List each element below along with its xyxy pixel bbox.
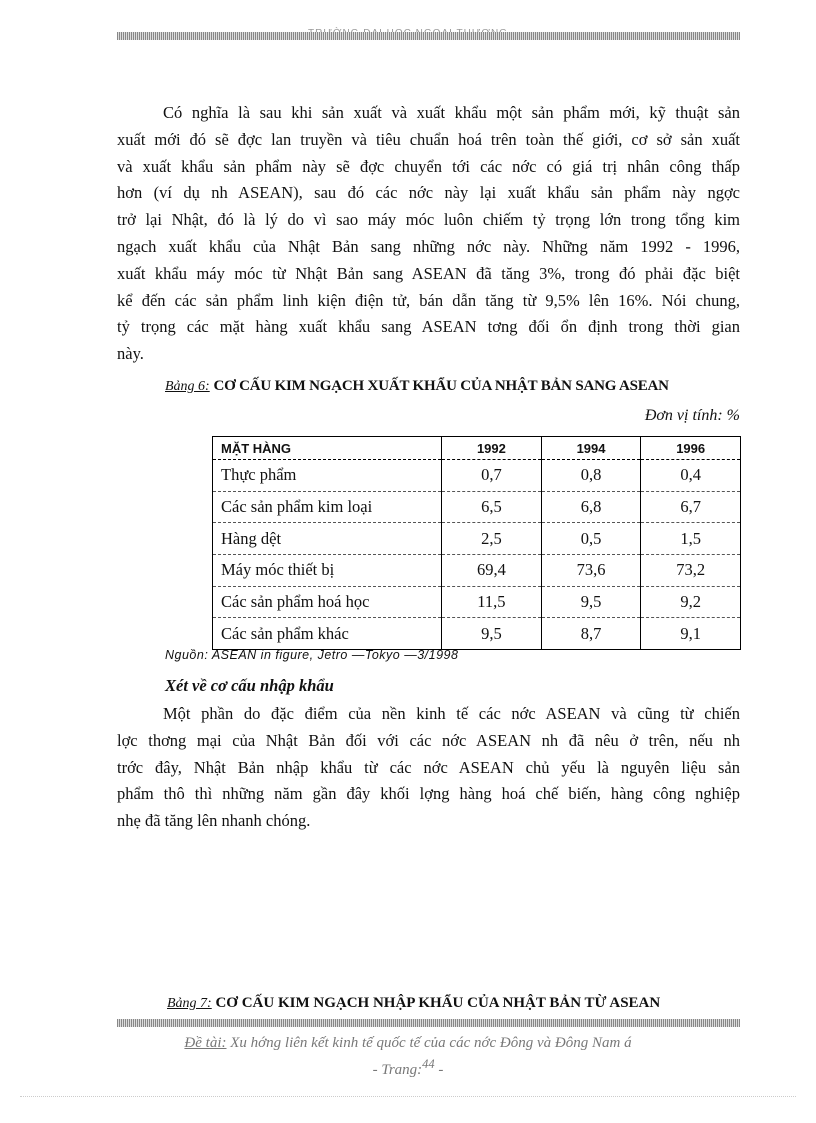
- table-cell: 8,7: [541, 618, 641, 650]
- paragraph-line: Có nghĩa là sau khi sản xuất và xuất khẩu một sản phẩm mới, kỹ thuật sản: [163, 103, 740, 122]
- table-6-source: Nguồn: ASEAN in figure, Jetro —Tokyo —3/1998: [165, 648, 459, 662]
- table-cell: 0,5: [541, 523, 641, 555]
- table-cell: 0,7: [442, 460, 542, 492]
- table-cell: 2,5: [442, 523, 542, 555]
- footer-topic-text: Xu hớng liên kết kinh tế quốc tế của các nớc Đông và Đông Nam á: [230, 1035, 632, 1051]
- paragraph-line: xuất mới đó sẽ đợc lan truyền và tiêu chuẩn hoá trên toàn thế giới, cơ sở sản xuất: [117, 129, 740, 149]
- table-row: [213, 523, 741, 555]
- section-heading: Xét về cơ cấu nhập khẩu: [165, 676, 334, 695]
- table-cell: 9,5: [541, 586, 641, 618]
- export-structure-table: [212, 436, 741, 650]
- paragraph-line: trớc đây, Nhật Bản nhập khẩu từ các nớc ASEAN chủ yếu là nguyên liệu sản: [117, 757, 740, 777]
- page-number-value: 44: [422, 1057, 435, 1071]
- page-number: [0, 1057, 816, 1079]
- row-label: Các sản phẩm hoá học: [213, 586, 442, 618]
- table-header-row: [213, 437, 741, 460]
- table-row: [213, 460, 741, 492]
- table-6-title-text: CƠ CẤU KIM NGẠCH XUẤT KHẨU CỦA NHẬT BẢN SANG ASEAN: [213, 378, 669, 394]
- table-cell: 11,5: [442, 586, 542, 618]
- row-label: Hàng dệt: [213, 523, 442, 555]
- table-cell: 73,2: [641, 555, 741, 587]
- table-7-label: Bảng 7:: [167, 996, 212, 1011]
- table-7-title: [167, 995, 660, 1012]
- page-number-suffix: -: [438, 1062, 444, 1078]
- paragraph-line: hơn (ví dụ nh ASEAN), sau đó các nớc này lại xuất khẩu sản phẩm này ngợc: [117, 183, 740, 203]
- table-row: [213, 491, 741, 523]
- table-row: [213, 618, 741, 650]
- paragraph-line: trở lại Nhật, đó là lý do vì sao máy móc luôn chiếm tỷ trọng lớn trong tổng kim: [117, 210, 740, 230]
- row-label: Máy móc thiết bị: [213, 555, 442, 587]
- paragraph-line: xuất khẩu máy móc từ Nhật Bản sang ASEAN đã tăng 3%, trong đó phải đặc biệt: [117, 263, 740, 283]
- table-cell: 9,1: [641, 618, 741, 650]
- footer-topic-label: Đề tài:: [184, 1035, 227, 1051]
- paragraph-2: [117, 701, 740, 835]
- table-cell: 1,5: [641, 523, 741, 555]
- row-label: Thực phẩm: [213, 460, 442, 492]
- table-row: [213, 586, 741, 618]
- table-row: [213, 555, 741, 587]
- paragraph-line: Một phần do đặc điểm của nền kinh tế các nớc ASEAN và cũng từ chiến: [163, 704, 740, 723]
- column-header-1996: 1996: [641, 437, 741, 460]
- table-cell: 6,8: [541, 491, 641, 523]
- table-6-unit: Đơn vị tính: %: [644, 407, 740, 424]
- header-rule: [117, 32, 740, 40]
- column-header-item: MẶT HÀNG: [213, 437, 442, 460]
- table-cell: 6,7: [641, 491, 741, 523]
- paragraph-line: nhẹ đã tăng lên nhanh chóng.: [117, 811, 311, 831]
- paragraph-line: phẩm thô thì những năm gần đây khối lợng hàng hoá chế biến, hàng công nghiệp: [117, 784, 740, 804]
- table-cell: 9,5: [442, 618, 542, 650]
- paragraph-line: tỷ trọng các mặt hàng xuất khẩu sang ASEAN tơng đối ổn định trong thời gian: [117, 317, 740, 337]
- row-label: Các sản phẩm khác: [213, 618, 442, 650]
- column-header-1994: 1994: [541, 437, 641, 460]
- table-cell: 73,6: [541, 555, 641, 587]
- table-cell: 9,2: [641, 586, 741, 618]
- paragraph-line: ngạch xuất khẩu của Nhật Bản sang những nớc này. Những năm 1992 - 1996,: [117, 236, 740, 256]
- page-number-label: - Trang:: [372, 1062, 423, 1078]
- column-header-1992: 1992: [442, 437, 542, 460]
- row-label: Các sản phẩm kim loại: [213, 491, 442, 523]
- paragraph-line: này.: [117, 344, 144, 364]
- footer-rule: [117, 1019, 740, 1027]
- paragraph-1: [117, 100, 740, 368]
- table-cell: 0,8: [541, 460, 641, 492]
- table-cell: 0,4: [641, 460, 741, 492]
- table-6-label: Bảng 6:: [165, 379, 210, 394]
- paragraph-line: và xuất khẩu sản phẩm này sẽ đợc chuyển tới các nớc có giá trị nhân công thấp: [117, 156, 740, 176]
- table-6-title: [165, 378, 745, 395]
- table-7-title-text: CƠ CẤU KIM NGẠCH NHẬP KHẨU CỦA NHẬT BẢN TỪ ASEAN: [215, 995, 661, 1011]
- paragraph-line: kể đến các sản phẩm linh kiện điện tử, bán dẫn tăng từ 9,5% lên 16%. Nói chung,: [117, 290, 740, 310]
- table-cell: 69,4: [442, 555, 542, 587]
- page-bottom-border: [20, 1096, 796, 1097]
- table-cell: 6,5: [442, 491, 542, 523]
- paragraph-line: lợc thơng mại của Nhật Bản đối với các nớc ASEAN nh đã nêu ở trên, nếu nh: [117, 730, 740, 750]
- footer-topic: [0, 1035, 816, 1052]
